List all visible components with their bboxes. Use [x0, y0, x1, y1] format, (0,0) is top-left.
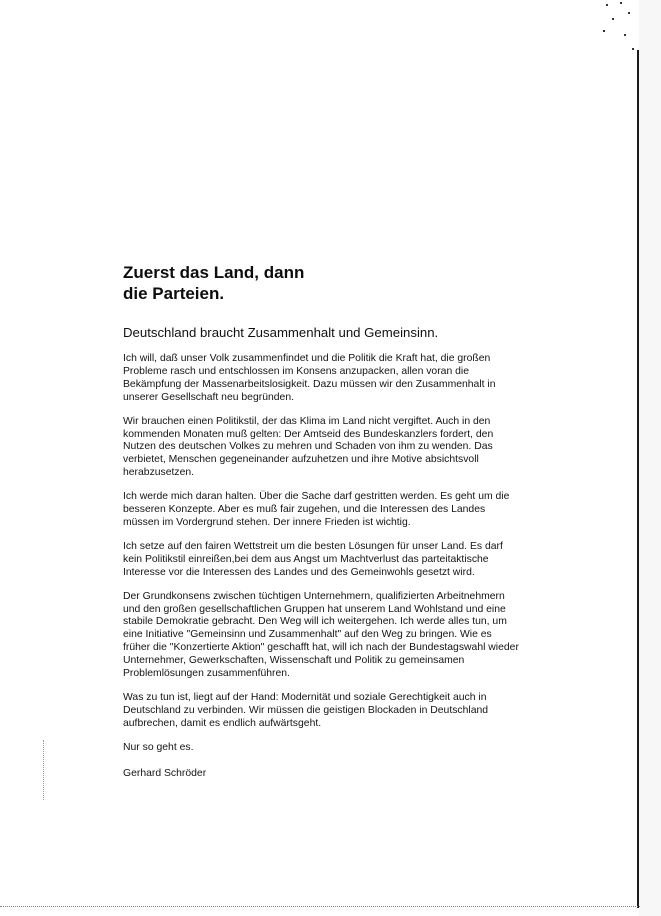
scan-edge-line — [637, 50, 639, 908]
closing-line: Nur so geht es. — [123, 741, 194, 753]
scan-edge-bottom — [0, 906, 640, 908]
speck — [632, 48, 634, 50]
signature: Gerhard Schröder — [123, 767, 207, 779]
title-line-2: die Parteien. — [123, 284, 225, 303]
title-line-1: Zuerst das Land, dann — [123, 263, 305, 282]
paragraph-6: Was zu tun ist, liegt auf der Hand: Modernität und soziale Gerechtigkeit auch in Deutschland zu verbinden. Wir müssen die geistigen Blockaden in Deutschland aufbrechen, damit es endlich aufwärtsgeht. — [123, 691, 489, 729]
paragraph-5: Der Grundkonsens zwischen tüchtigen Unternehmern, qualifizierten Arbeitnehmern und den großen gesellschaftlichen Gruppen hat unserem Land Wohlstand und eine stabile Demokratie gebracht. Den Weg will ich weitergehen. Ich werde alles tun, um eine Initiative "Gemeinsinn und Zusammenhalt" auf den Weg zu bringen. Wie es früher die "Konzertierte Aktion" geschafft hat, will ich nach der Bundestagswahl wieder Unternehmer, Gewerkschaften, Wissenschaft und Politik zu gemeinsamen Problemlösungen zusammenführen. — [123, 590, 519, 680]
paragraph-1: Ich will, daß unser Volk zusammenfindet und die Politik die Kraft hat, die großen Probleme rasch und entschlossen im Konsens anzupacken, allen voran die Bekämpfung der Massenarbeitslosigkeit. Dazu müssen wir den Zusammenhalt in unserer Gesellschaft neu begründen. — [123, 353, 496, 403]
speck — [624, 34, 626, 36]
speck — [603, 30, 605, 32]
paragraph-3: Ich werde mich daran halten. Über die Sache darf gestritten werden. Es geht um die besseren Konzepte. Aber es muß fair zugehen, und die Interessen des Landes müssen im Vordergrund stehen. Der innere Frieden ist wichtig. — [123, 491, 510, 528]
speck — [606, 4, 608, 6]
speck — [620, 2, 622, 4]
page-title — [123, 262, 543, 304]
speck — [612, 18, 614, 20]
paragraph-2: Wir brauchen einen Politikstil, der das Klima im Land nicht vergiftet. Auch in den kommenden Monaten muß gelten: Der Amtseid des Bundeskanzlers fordert, den Nutzen des deutschen Volkes zu mehren und Schaden von ihm zu wenden. Das verbietet, Menschen gegeneinander aufzuhetzen und ihre Motive absichtsvoll herabzusetzen. — [123, 415, 494, 479]
scan-specks — [598, 0, 638, 60]
scan-edge-left — [43, 740, 45, 800]
speck — [628, 12, 630, 14]
letter-content — [123, 262, 543, 780]
paragraph-4: Ich setze auf den fairen Wettstreit um die besten Lösungen für unser Land. Es darf kein Politikstil einreißen,bei dem aus Angst um Machtverlust das parteitaktische Interesse vor die Interessen des Landes und des Gemeinwohls gesetzt wird. — [123, 540, 503, 578]
scan-border-right — [639, 0, 661, 916]
subtitle: Deutschland braucht Zusammenhalt und Gemeinsinn. — [123, 325, 439, 340]
